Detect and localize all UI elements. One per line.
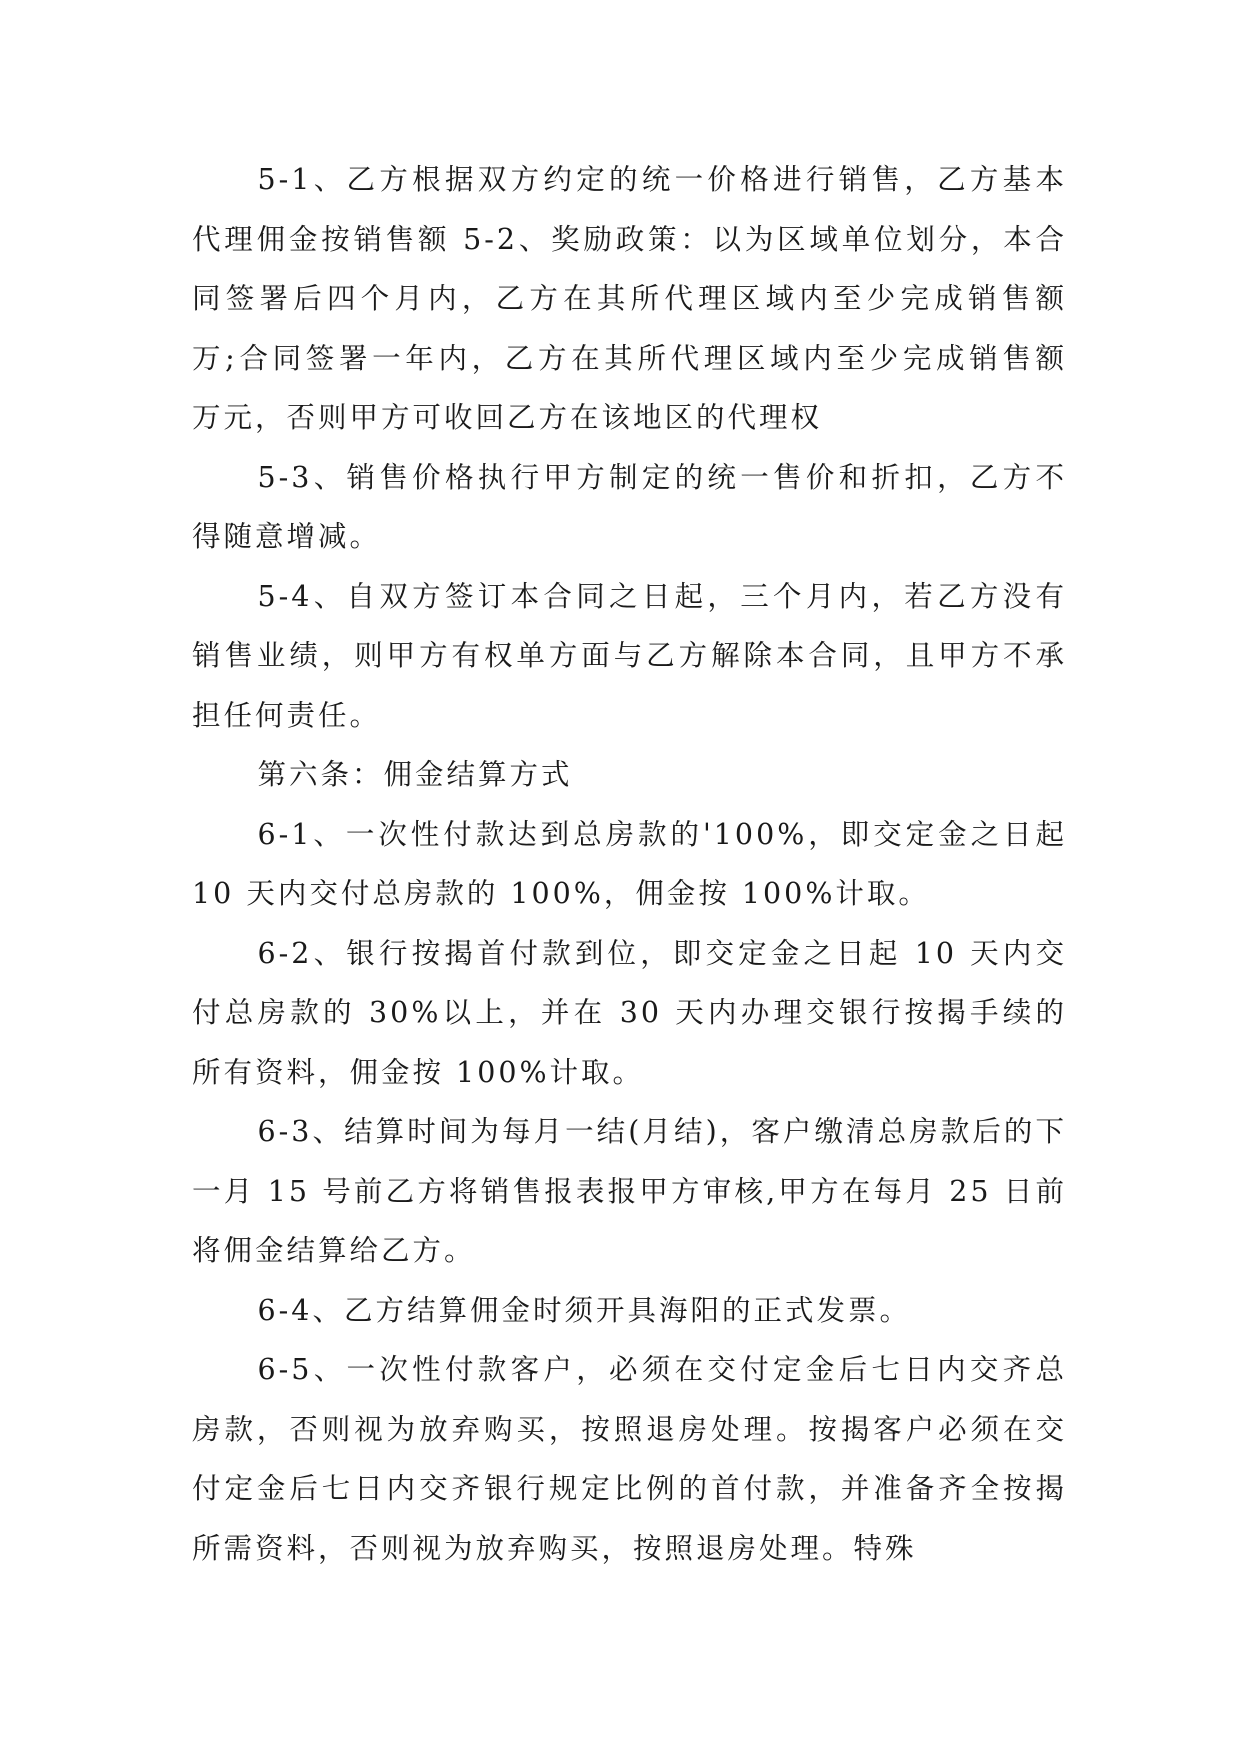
clause-6-3: 6-3、结算时间为每月一结(月结)，客户缴清总房款后的下一月 15 号前乙方将销售报表报甲方审核,甲方在每月 25 日前将佣金结算给乙方。 [192, 1115, 1067, 1267]
clause-6-1: 6-1、一次性付款达到总房款的'100%，即交定金之日起10 天内交付总房款的 100%，佣金按 100%计取。 [192, 817, 1067, 910]
clause-5-3: 5-3、销售价格执行甲方制定的统一售价和折扣，乙方不得随意增减。 [192, 460, 1067, 553]
clause-6-5: 6-5、一次性付款客户，必须在交付定金后七日内交齐总房款，否则视为放弃购买，按照退房处理。按揭客户必须在交付定金后七日内交齐银行规定比例的首付款，并准备齐全按揭所需资料，否则视为放弃购买，按照退房处理。特殊 [192, 1353, 1067, 1565]
article-6-heading: 第六条：佣金结算方式 [257, 758, 573, 791]
document-page [192, 150, 1067, 1578]
clause-5-1-5-2: 5-1、乙方根据双方约定的统一价格进行销售，乙方基本代理佣金按销售额 5-2、奖励政策：以为区域单位划分，本合同签署后四个月内，乙方在其所代理区域内至少完成销售额 万;合同签署一年内，乙方在其所代理区域内至少完成销售额 万元，否则甲方可收回乙方在该地区的代理权 [192, 163, 1067, 434]
clause-5-4: 5-4、自双方签订本合同之日起，三个月内，若乙方没有销售业绩，则甲方有权单方面与乙方解除本合同，且甲方不承担任何责任。 [192, 579, 1067, 732]
clause-6-2: 6-2、银行按揭首付款到位，即交定金之日起 10 天内交付总房款的 30%以上，并在 30 天内办理交银行按揭手续的所有资料，佣金按 100%计取。 [192, 936, 1067, 1089]
clause-6-4: 6-4、乙方结算佣金时须开具海阳的正式发票。 [257, 1293, 911, 1327]
